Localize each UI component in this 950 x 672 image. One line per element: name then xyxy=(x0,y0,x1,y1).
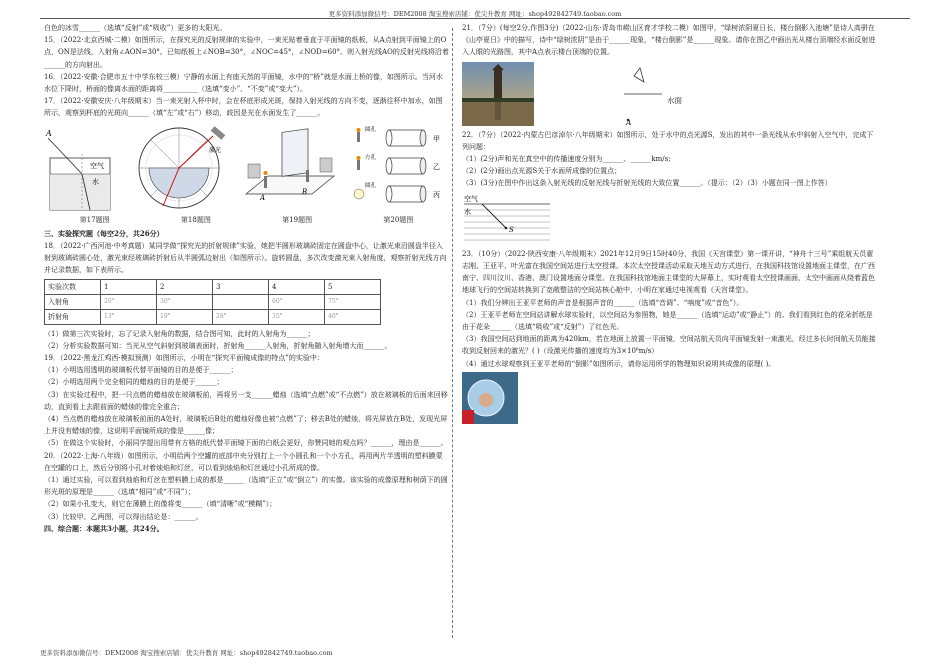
table-cell: 19° xyxy=(157,309,213,324)
figure-17 xyxy=(44,124,124,212)
q22-part-3: （3）(3分)在图中作出这条入射光线的反射光线与折射光线的大致位置______。（提示：（2）（3）小题在同一图上作答） xyxy=(462,179,832,188)
table-cell: 入射角 xyxy=(45,294,101,309)
table-cell: 1 xyxy=(101,279,157,294)
water-fill xyxy=(50,174,110,210)
fig17-label-water: 水 xyxy=(92,177,99,186)
q19-part-5: （5）在做这个实验时，小丽同学提出用带有方格的纸代替平面镜下面的白纸会更好，你赞同她的观点吗？______，理由是______。 xyxy=(44,439,448,448)
q19-part-2: （2）小明选用两个完全相同的蜡烛的目的是便于______； xyxy=(44,378,224,387)
q23-part-4: （4）通过水球观察到王亚平老师的“倒影”如图所示，请你运用所学的物理知识说明其成像的原理( )。 xyxy=(462,359,776,368)
q23-part-3: （3）我国空间站到地面的距离为420km，若在地面上放置一平面镜，空间站航天员向平面镜发射一束激光，经过多长时间航天员能接收到反射回来的激光？( )（设激光传播的速度均为3×10⁸m/s） xyxy=(462,335,876,356)
figure-captions xyxy=(44,214,449,226)
q18-part-2: （2）分析实验数据可知：当光从空气斜射到玻璃表面时，折射角______入射角，折射角随入射角增大而______。 xyxy=(44,341,392,350)
fig20-label-bing: 丙 xyxy=(433,190,440,199)
q22-diagram xyxy=(462,192,552,242)
table-cell: 实验次数 xyxy=(45,279,101,294)
figure-row xyxy=(44,124,449,212)
table-cell: 13° xyxy=(101,309,157,324)
q14-tail: 白色的冰雪______（选填“反射”或“吸收”）更多的太阳光。 xyxy=(44,24,227,32)
eye-icon xyxy=(634,68,644,82)
table-cell: 20° xyxy=(101,294,157,309)
q18-part-1: （1）做第三次实验时，忘了记录入射角的数据，结合图可知，此时的入射角为______； xyxy=(44,329,315,338)
right-column xyxy=(462,22,877,428)
question-19: 19．（2022·黑龙江鸡西·模拟预测）如图所示，小明在“探究平面镜成像的特点”的实验中： xyxy=(44,354,324,363)
q19-part-1: （1）小明选用透明的玻璃板代替平面镜的目的是便于______； xyxy=(44,366,238,375)
q21-diagram xyxy=(534,62,664,126)
figure-19 xyxy=(242,124,338,212)
figure-18 xyxy=(135,124,231,212)
question-15: 15．（2022·北京西城·二模）如图所示，在探究光的反射规律的实验中，一束光贴着垂直于平面镜的纸板，从A点射到平面镜上的O点，ON是法线，入射角∠AON=30°。已知纸板上∠NOB=30°，∠NOC=45°，∠NOD=60°。则入射光线AO的反射光线将沿着______的方向射出。 xyxy=(44,36,449,69)
fig17-label-a: A xyxy=(46,128,52,138)
table-cell: 75° xyxy=(325,294,381,309)
page-header: 更多资料添加微信号：DEM2008 淘宝搜索店铺：优尖升教育 网址：shop492842749.taobao.com xyxy=(328,10,622,18)
table-cell: 30° xyxy=(157,294,213,309)
fig20-label-hole-2: 方孔 xyxy=(365,154,377,161)
figure-20 xyxy=(349,124,449,212)
q23-photo-waterball xyxy=(462,372,518,424)
table-row xyxy=(45,309,381,324)
table-cell: 60° xyxy=(269,294,325,309)
point-a-label: A xyxy=(626,117,632,127)
fig18-label-laser: 激光 xyxy=(209,146,222,154)
question-20: 20．（2022·上海·八年级）如图所示，小明给两个空罐的底部中央分别打上一个小圆孔和一个小方孔，再用两片半透明的塑料膜蒙在空罐的口上，然后分别将小孔对着烛焰和灯丝，可以看到烛焰和灯丝通过小孔所成的像。 xyxy=(44,451,443,472)
q20-part-1: （1）通过实验，可以看到烛焰和灯丝在塑料膜上成的都是______（选填“正立”或“倒立”）的实像。该实验的成像原理和树荫下的圆形光斑的原理是______（选填“相同”或“不同”）； xyxy=(44,476,448,497)
caption-17: 第17题图 xyxy=(79,215,110,224)
table-cell xyxy=(213,294,269,309)
fig20-label-yi: 乙 xyxy=(433,162,440,171)
fig20-label-hole-3: 圆孔 xyxy=(365,182,377,189)
water-surface-label: 水面 xyxy=(667,95,682,105)
q19-part-4: （4）当点燃的蜡烛放在玻璃板前面的A处时，玻璃板后B处的蜡烛好像也被“点燃”了；移去B处的蜡烛，将光屏放在B处，发现光屏上并没有蜡烛的像，这说明平面镜所成的像是______像； xyxy=(44,415,448,436)
page-footer: 更多资料添加微信号：DEM2008 淘宝搜索店铺：优尖升教育 网址：shop492842749.taobao.com xyxy=(40,649,333,657)
header-rule xyxy=(40,18,910,19)
q23-part-2: （2）王亚平老师在空间站讲解水球实验时，以空间站为参照物，她是______（选填“运动”或“静止”）的。我们看到红色的花朵折纸是由于花朵______（选填“吸收”或“反射”）了红色光。 xyxy=(462,310,873,332)
q21-figures xyxy=(462,62,877,126)
q20-part-3: （3）比较甲、乙两图，可以得出结论是：______。 xyxy=(44,512,203,521)
q20-part-2: （2）如果小孔变大，则它在薄膜上的像将变______（填“清晰”或“模糊”）； xyxy=(44,500,277,509)
table-cell: 35° xyxy=(269,309,325,324)
table-row xyxy=(45,279,381,294)
table-cell: 3 xyxy=(213,279,269,294)
fig17-label-air: 空气 xyxy=(90,161,104,170)
table-cell: 2 xyxy=(157,279,213,294)
fig20-label-hole-1: 圆孔 xyxy=(365,126,377,133)
q23-part-1: （1）我们分辨出王亚平老师的声音是根据声音的______（选填“音调”、“响度”或“音色”）。 xyxy=(462,298,744,307)
q19-part-3: （3）在实验过程中，把一只点燃的蜡烛放在玻璃板前，再将另一支______蜡烛（选填“点燃”或“不点燃”）放在玻璃板的后面来回移动，直到看上去跟前面的蜡烛的像完全重合； xyxy=(44,390,448,411)
caption-20: 第20题图 xyxy=(383,215,414,224)
q22-part-2: （2）(2分)画出点光源S关于水面所成像的位置点； xyxy=(462,167,622,176)
column-divider xyxy=(452,28,453,638)
caption-19: 第19题图 xyxy=(282,215,313,224)
left-column xyxy=(44,22,449,535)
table-row xyxy=(45,294,381,309)
table-cell: 40° xyxy=(325,309,381,324)
question-21: 21．（7分）(每空2分,作图3分)（2022·山东·青岛市崂山区育才学校二模）如图甲，“绿树浓阴夏日长，楼台倒影入池塘”是诗人高骈在《山亭夏日》中的描写，诗中“绿树浓阴”是由于______现象，“楼台倒影”是______现象。请你在图乙中画出光从楼台顶端经水面反射进入人眼的光路图，其中A点表示楼台顶端的位置。 xyxy=(462,24,876,57)
question-18: 18．（2022·广西河池·中考真题）某同学做“探究光的折射规律”实验，她把半圆形玻璃砖固定在圆盘中心，让激光束沿圆盘半径入射到玻璃砖圆心处，激光束经玻璃砖折射后从半圆弧边射出（如图所示）。旋转圆盘，多次改变激光束入射角度，观察折射光线方向并记录数据，如下表所示。 xyxy=(44,242,447,275)
laser-pointer xyxy=(211,126,226,140)
caption-18: 第18题图 xyxy=(180,215,211,224)
table-cell: 28° xyxy=(213,309,269,324)
q22-part-1: （1）(2分)声和光在真空中的传播速度分别为______、______km/s; xyxy=(462,155,671,164)
table-cell: 5 xyxy=(325,279,381,294)
q21-photo-pagoda xyxy=(462,62,534,126)
glass-plate xyxy=(282,128,308,176)
fig19-label-a: A xyxy=(260,193,266,202)
fig19-label-b: B xyxy=(302,187,308,196)
water-label: 水 xyxy=(464,207,471,216)
question-23: 23．（10分）（2022·陕西安康·八年级期末）2021年12月9日15时40分，我国《天宫课堂》第一课开讲，“神舟十三号”乘组航天员翟志刚、王亚平、叶光富在我国空间站进行太空授课。本次太空授课活动采取天地互动方式进行，在我国科技馆设置地面主课堂，在广西南宁、四川汶川、香港、澳门设置地面分课堂。在我国科技馆地面主课堂的大屏幕上，实时观看太空授课画面，太空中画面从绕着蓝色地球飞行的空间站转换到了宽敞整洁的空间站核心舱中，小明在家通过电视观看《天宫课堂》。 xyxy=(462,249,875,295)
point-s-label: S xyxy=(509,225,514,234)
question-17: 17．（2022·安徽安庆·八年级期末）当一束光射入杯中时，会在杯底形成光斑，保持入射光线的方向不变，逐渐往杯中加水，如图所示，观察到杯底的光斑向______（填“左”或“右”）移动，歧因是光在水面发生了______。 xyxy=(44,97,443,118)
table-cell: 折射角 xyxy=(45,309,101,324)
q18-data-table xyxy=(44,279,381,325)
flag-icon xyxy=(462,410,474,424)
section-4-title: 四、综合题：本题共3小题，共24分。 xyxy=(44,523,164,533)
question-22: 22．（7分）（2022·内蒙古巴彦淖尔·八年级期末）如图所示，处于水中的点光源S，发出的其中一条光线从水中斜射入空气中，完成下列问题： xyxy=(462,130,874,151)
air-label: 空气 xyxy=(464,194,478,203)
table-cell: 4 xyxy=(269,279,325,294)
section-3-title: 三、实验探究题（每空2分，共26分） xyxy=(44,228,164,238)
fig20-label-jia: 甲 xyxy=(433,134,440,143)
question-16: 16．（2022·安徽·合肥市五十中学东校三模）宁静的水面上有座天然的平面镜，水中的“桥”就是水面上桥的像，如图所示。当河水水位下降时，桥面的像离水面的距离将__________（选填“变小”、“不变”或“变大”）。 xyxy=(44,72,443,94)
